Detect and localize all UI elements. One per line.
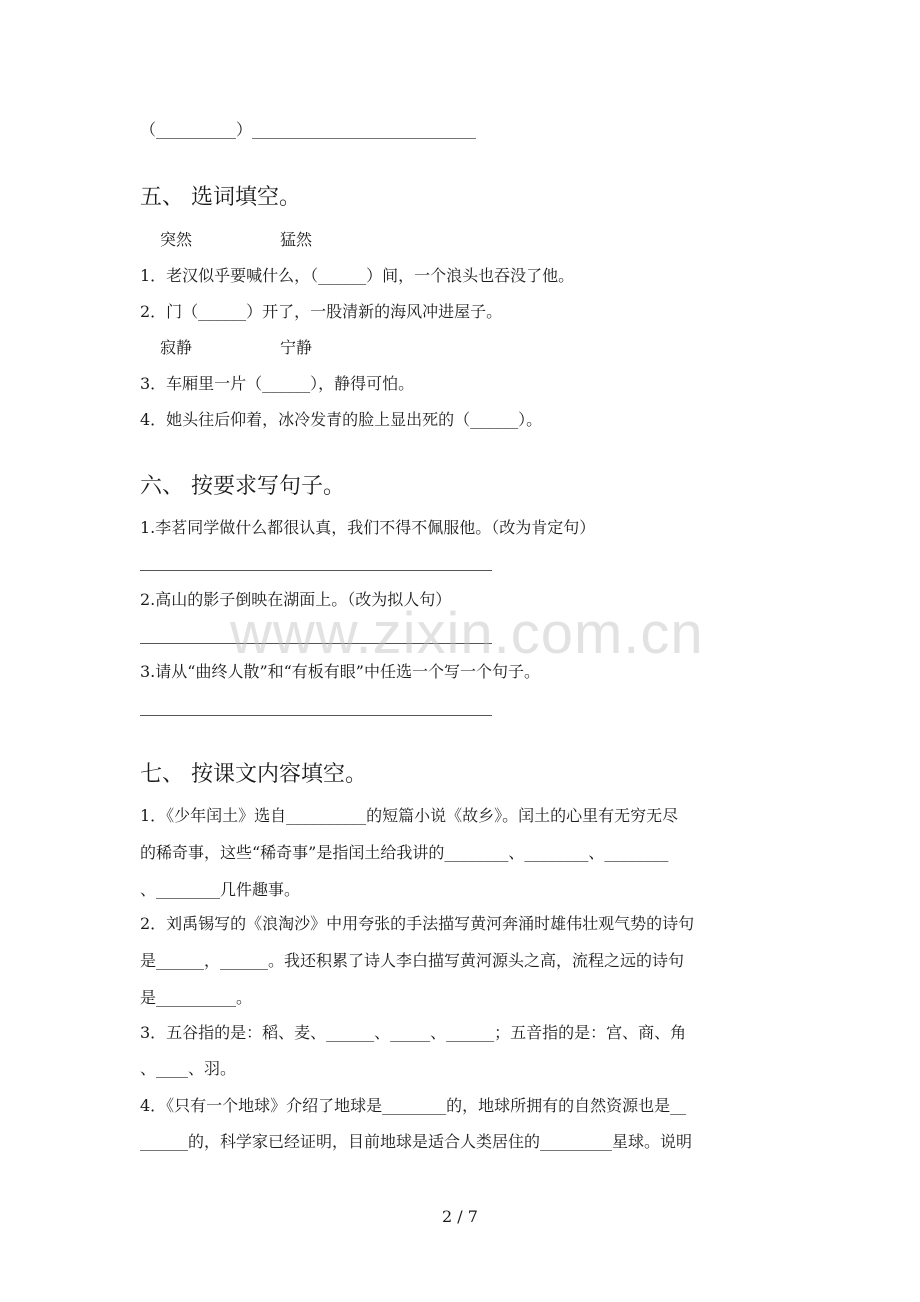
section-7-line: 4．《只有一个地球》介绍了地球是________的，地球所拥有的自然资源也是__ xyxy=(140,1096,687,1115)
section-7-line: 、________几件趣事。 xyxy=(140,880,301,899)
section-7-line: 、____、羽。 xyxy=(140,1059,237,1078)
page-number: 2 / 7 xyxy=(442,1207,478,1226)
section-5-question-1: 1．老汉似乎要喊什么，（______）间，一个浪头也吞没了他。 xyxy=(140,266,575,285)
section-5-title: 五、 选词填空。 xyxy=(140,185,301,210)
section-5-question-2: 2．门（______）开了，一股清新的海风冲进屋子。 xyxy=(140,302,503,321)
answer-line-1 xyxy=(140,570,492,571)
answer-line-3 xyxy=(140,715,492,716)
section-7-line: 的稀奇事，这些“稀奇事”是指闰土给我讲的________、________、________ xyxy=(140,843,669,862)
section-7-line: 是______，______。我还积累了诗人李白描写黄河源头之高，流程之远的诗句 xyxy=(140,951,685,970)
word-option-turan: 突然 xyxy=(160,230,193,249)
watermark: www.zixin.com.cn xyxy=(230,601,704,666)
word-option-jijing: 寂静 xyxy=(160,338,193,357)
section-6-question-1: 1.李茗同学做什么都很认真，我们不得不佩服他。（改为肯定句） xyxy=(140,518,596,537)
section-7-line: 是__________。 xyxy=(140,988,253,1007)
word-option-mengran: 猛然 xyxy=(280,230,313,249)
section-7-line: 2．刘禹锡写的《浪淘沙》中用夸张的手法描写黄河奔涌时雄伟壮观气势的诗句 xyxy=(140,914,695,933)
section-7-line: 3．五谷指的是：稻、麦、______、_____、______；五音指的是：宫、商、角 xyxy=(140,1023,687,1042)
section-5-question-4: 4．她头往后仰着，冰冷发青的脸上显出死的（______）。 xyxy=(140,410,543,429)
section-7-title: 七、 按课文内容填空。 xyxy=(140,762,367,787)
top-answer-line: （__________）____________________________ xyxy=(140,120,477,139)
section-7-line: ______的，科学家已经证明，目前地球是适合人类居住的_________星球。说明 xyxy=(140,1132,693,1151)
section-7-line: 1．《少年闰土》选自__________的短篇小说《故乡》。闰土的心里有无穷无尽 xyxy=(140,806,679,825)
word-option-ningjing: 宁静 xyxy=(280,338,313,357)
section-5-question-3: 3．车厢里一片（______），静得可怕。 xyxy=(140,374,415,393)
section-6-title: 六、 按要求写句子。 xyxy=(140,474,345,499)
section-6-question-3: 3.请从“曲终人散”和“有板有眼”中任选一个写一个句子。 xyxy=(140,662,540,681)
section-6-question-2: 2.高山的影子倒映在湖面上。（改为拟人句） xyxy=(140,590,452,609)
